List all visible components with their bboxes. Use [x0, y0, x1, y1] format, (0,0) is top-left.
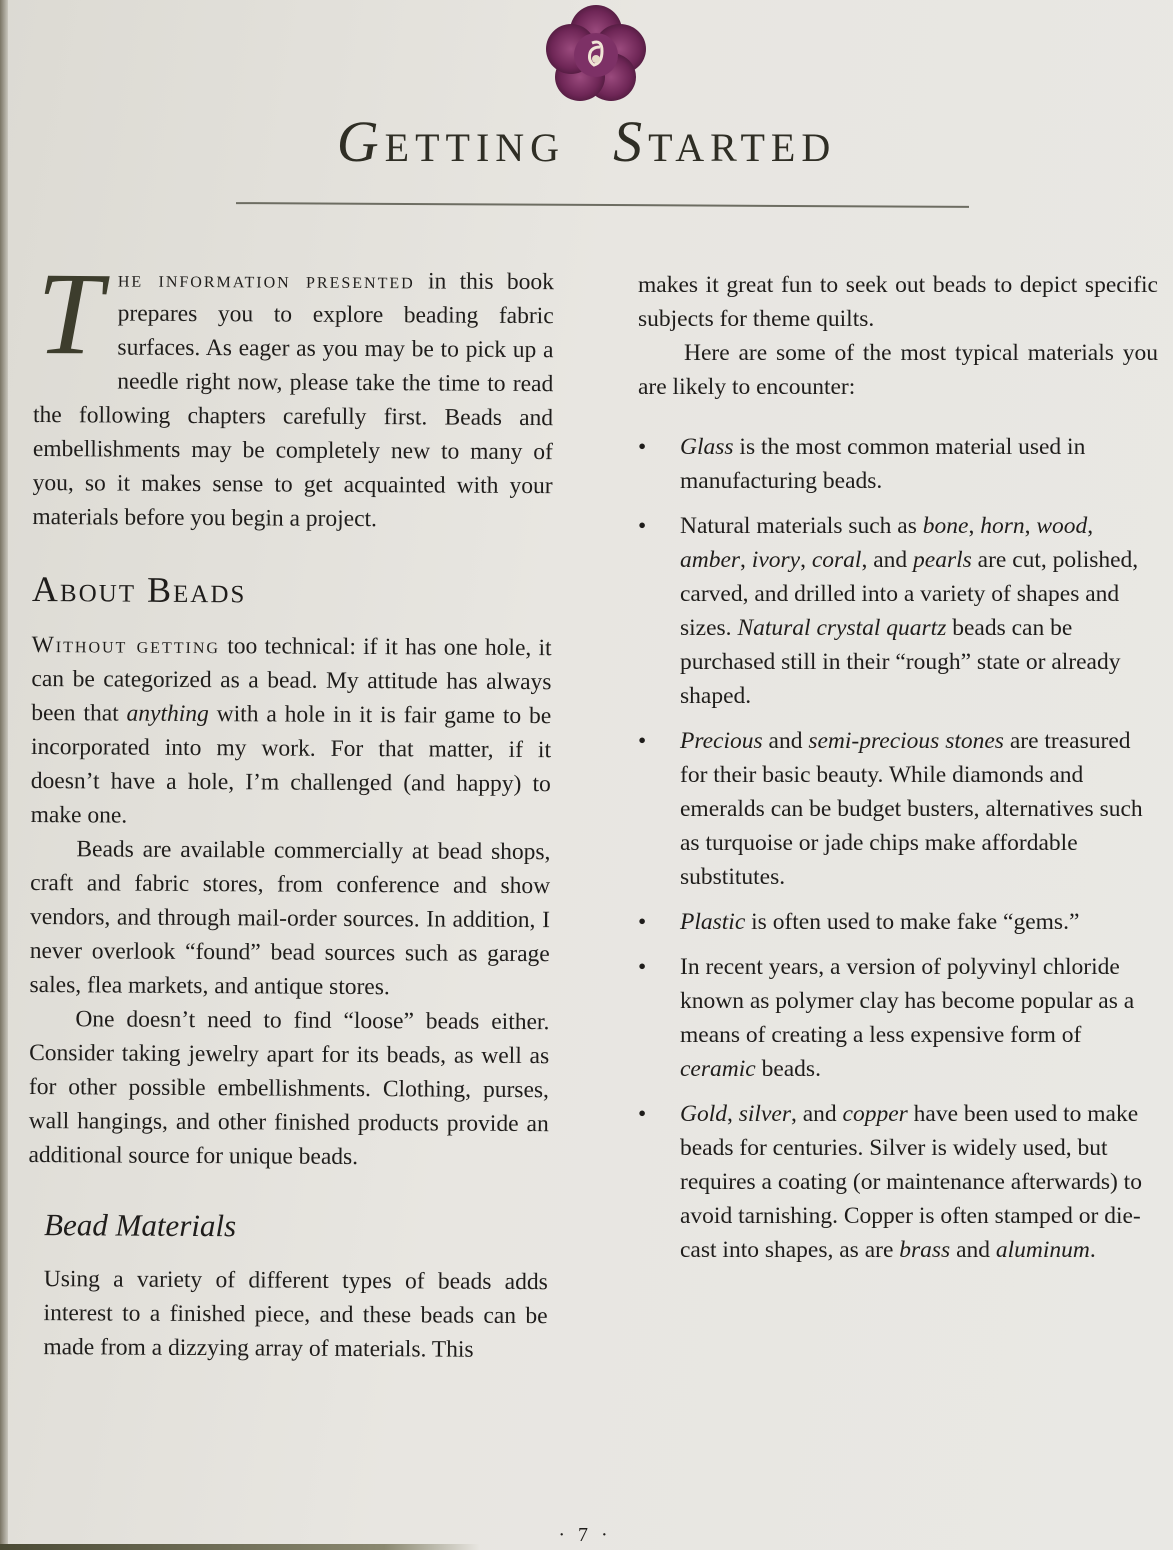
page-edge [0, 0, 8, 1550]
list-item: • Gold, silver, and copper have been used to make beads for centuries. Silver is widely used, but requires a coating (or maintenance afterwards) to avoid tarnishing. Copper is often stamped or die-cast into shapes, as are brass and aluminum. [638, 1097, 1158, 1267]
materials-list [638, 430, 1158, 1267]
about-beads-heading: About Beads [31, 568, 247, 611]
page-title: GETTING STARTED [336, 109, 837, 174]
about-beads-paragraph-2: Beads are available commercially at bead shops, craft and fabric stores, from conference and show vendors, and through mail-order sources. In addition, I never overlook “found” bead sources such as garage sales, flea markets, and antique stores. [29, 836, 551, 1001]
about-beads-paragraph-1: Without getting too technical: if it has one hole, it can be categorized as a bead. My attitude has always been that anything with a hole in it is fair game to be incorporated into my work. For that matter, if it doesn’t have a hole, I’m challenged (and happy) to make one. [30, 631, 552, 829]
left-column [27, 248, 554, 1367]
bullet-icon: • [638, 954, 647, 980]
list-item: • Natural materials such as bone, horn, wood, amber, ivory, coral, and pearls are cut, polished, carved, and drilled into a variety of shapes and sizes. Natural crystal quartz beads can be purchased still in their “rough” state or already shaped. [638, 509, 1158, 713]
intro-paragraph: The information presented in this book prepares you to explore beading fabric surfaces. As eager as you may be to pick up a needle right now, please take the time to read the following chapters carefully first. Beads and embellishments may be completely new to many of you, so it makes sense to get acquainted with your materials before you begin a project. [32, 248, 554, 533]
right-column [638, 268, 1158, 1278]
bullet-icon: • [638, 909, 647, 935]
list-item: • Precious and semi-precious stones are treasured for their basic beauty. While diamonds and emeralds can be budget busters, alternatives such as turquoise or jade chips make affordable substitutes. [638, 724, 1158, 894]
list-item: • Plastic is often used to make fake “gems.” [638, 905, 1158, 939]
about-beads-paragraph-3: One doesn’t need to find “loose” beads either. Consider taking jewelry apart for its beads, as well as for other possible embellishments. Clothing, purses, wall hangings, and other finished products provide an additional source for unique beads. [28, 1006, 550, 1170]
list-item: • In recent years, a version of polyvinyl chloride known as polymer clay has become popular as a means of creating a less expensive form of ceramic beads. [638, 950, 1158, 1086]
bottom-rule [0, 1544, 480, 1550]
bead-materials-paragraph-1-cont: makes it great fun to seek out beads to depict specific subjects for theme quilts. [638, 272, 1158, 332]
bead-materials-paragraph-2: Here are some of the most typical materials you are likely to encounter: [638, 340, 1158, 400]
bead-materials-paragraph-1: Using a variety of different types of beads adds interest to a finished piece, and these beads can be made from a dizzying array of materials. This [43, 1266, 548, 1363]
title-rule [236, 202, 969, 208]
flower-icon [540, 3, 652, 107]
bead-materials-heading: Bead Materials [44, 1207, 237, 1244]
bullet-icon: • [638, 513, 647, 539]
bullet-icon: • [638, 1101, 647, 1127]
drop-cap: T [36, 248, 103, 380]
list-item: • Glass is the most common material used in manufacturing beads. [638, 430, 1158, 498]
bullet-icon: • [638, 434, 647, 460]
page-number: · 7 · [558, 1524, 612, 1546]
bullet-icon: • [638, 728, 647, 754]
